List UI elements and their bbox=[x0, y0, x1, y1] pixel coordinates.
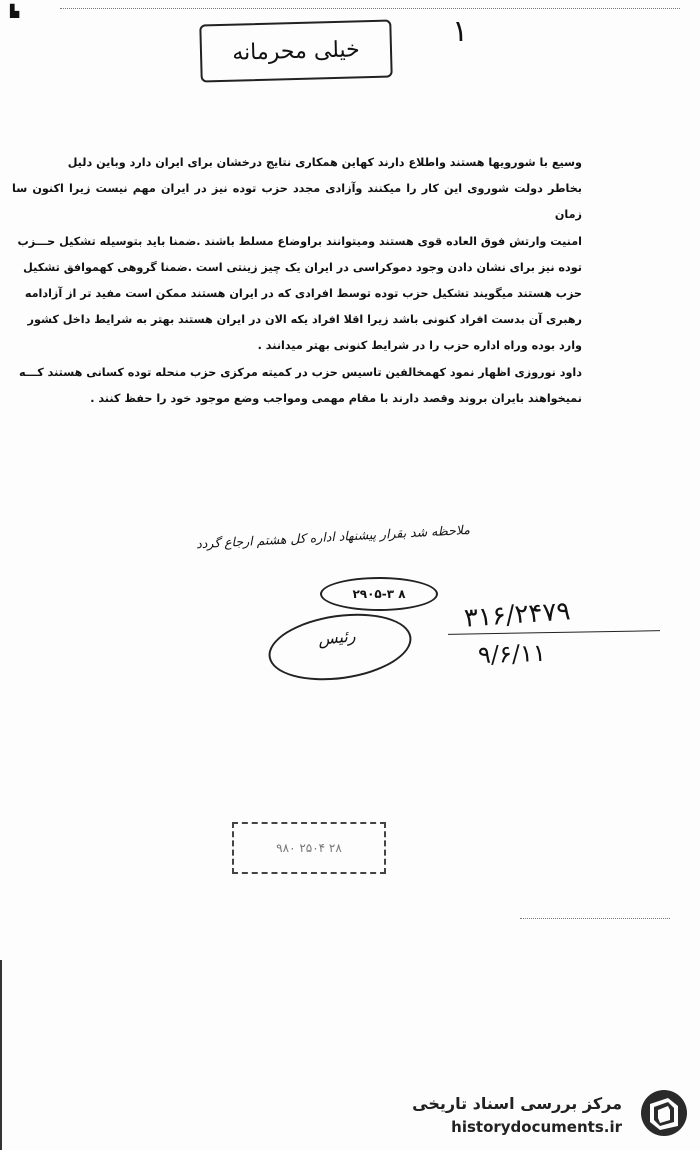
archive-org-name: مرکز بررسی اسناد تاریخی bbox=[412, 1094, 622, 1113]
archive-logo-icon bbox=[638, 1088, 690, 1138]
body-line: رهبری آن بدست افراد کنونی باشد زیرا اقلا افراد یکه الان در ایران هستند بهتر به شرایط داخل کشور bbox=[27, 313, 582, 327]
body-line: حزب هستند میگویند تشکیل حزب توده توسط افرادی که در ایران هستند ممکن است مفید تر از آزادامه bbox=[24, 287, 582, 301]
body-line: بخاطر دولت شوروی این کار را میکنند وآزادی مجدد حزب توده نیز در ایران مهم نیست زیرا اکنون سا زمان bbox=[12, 182, 582, 222]
classification-label: خیلی محرمانه bbox=[199, 19, 392, 82]
body-line: وارد بوده وراه اداره حزب را در شرایط کنونی بهتر میدانند . bbox=[257, 339, 582, 353]
scan-edge bbox=[0, 960, 2, 1150]
page-number: ۱ bbox=[452, 14, 469, 49]
faded-stamp: ۹۸۰ ۲۵۰۴ ۲۸ bbox=[232, 822, 386, 874]
handwritten-annotation: ملاحظه شد بقرار پیشنهاد اداره کل هشتم ارجاع گردد bbox=[195, 521, 471, 552]
reference-number: ۳۱۶/۲۴۷۹ bbox=[463, 596, 572, 634]
body-line: توده نیز برای نشان دادن وجود دموکراسی در ایران یک چیز زینتی است .ضمنا گروهی کهموافق تشکیل bbox=[23, 260, 582, 274]
bottom-divider bbox=[520, 918, 670, 919]
file-code-ellipse: ۲۹۰۵-۳ ۸ bbox=[320, 577, 438, 611]
signature-ellipse bbox=[264, 605, 416, 688]
archive-url: historydocuments.ir bbox=[451, 1118, 622, 1136]
signature: رئیس bbox=[317, 626, 357, 649]
body-line: نمیخواهند بایران بروند وقصد دارند با مقام مهمی ومواجب وضع موجود خود را حفظ کنند . bbox=[90, 391, 582, 405]
top-divider bbox=[60, 8, 680, 9]
reference-date: ۹/۶/۱۱ bbox=[477, 638, 547, 670]
body-line: امنیت وارتش فوق العاده قوی هستند ومیتوانند براوضاع مسلط باشند .ضمنا باید بتوسیله تشکیل حـــزب bbox=[17, 234, 582, 248]
document-body bbox=[12, 150, 582, 412]
body-line: داود نوروزی اظهار نمود کهمخالفین تاسیس حزب در کمیته مرکزی حزب منحله توده کسانی هستند کـــه bbox=[19, 365, 582, 379]
body-line: وسیع با شورویها هستند واطلاع دارند کهاین همکاری نتایج درخشان برای ایران دارد وباین دلیل bbox=[67, 156, 582, 169]
corner-mark: ▙ bbox=[10, 4, 20, 18]
